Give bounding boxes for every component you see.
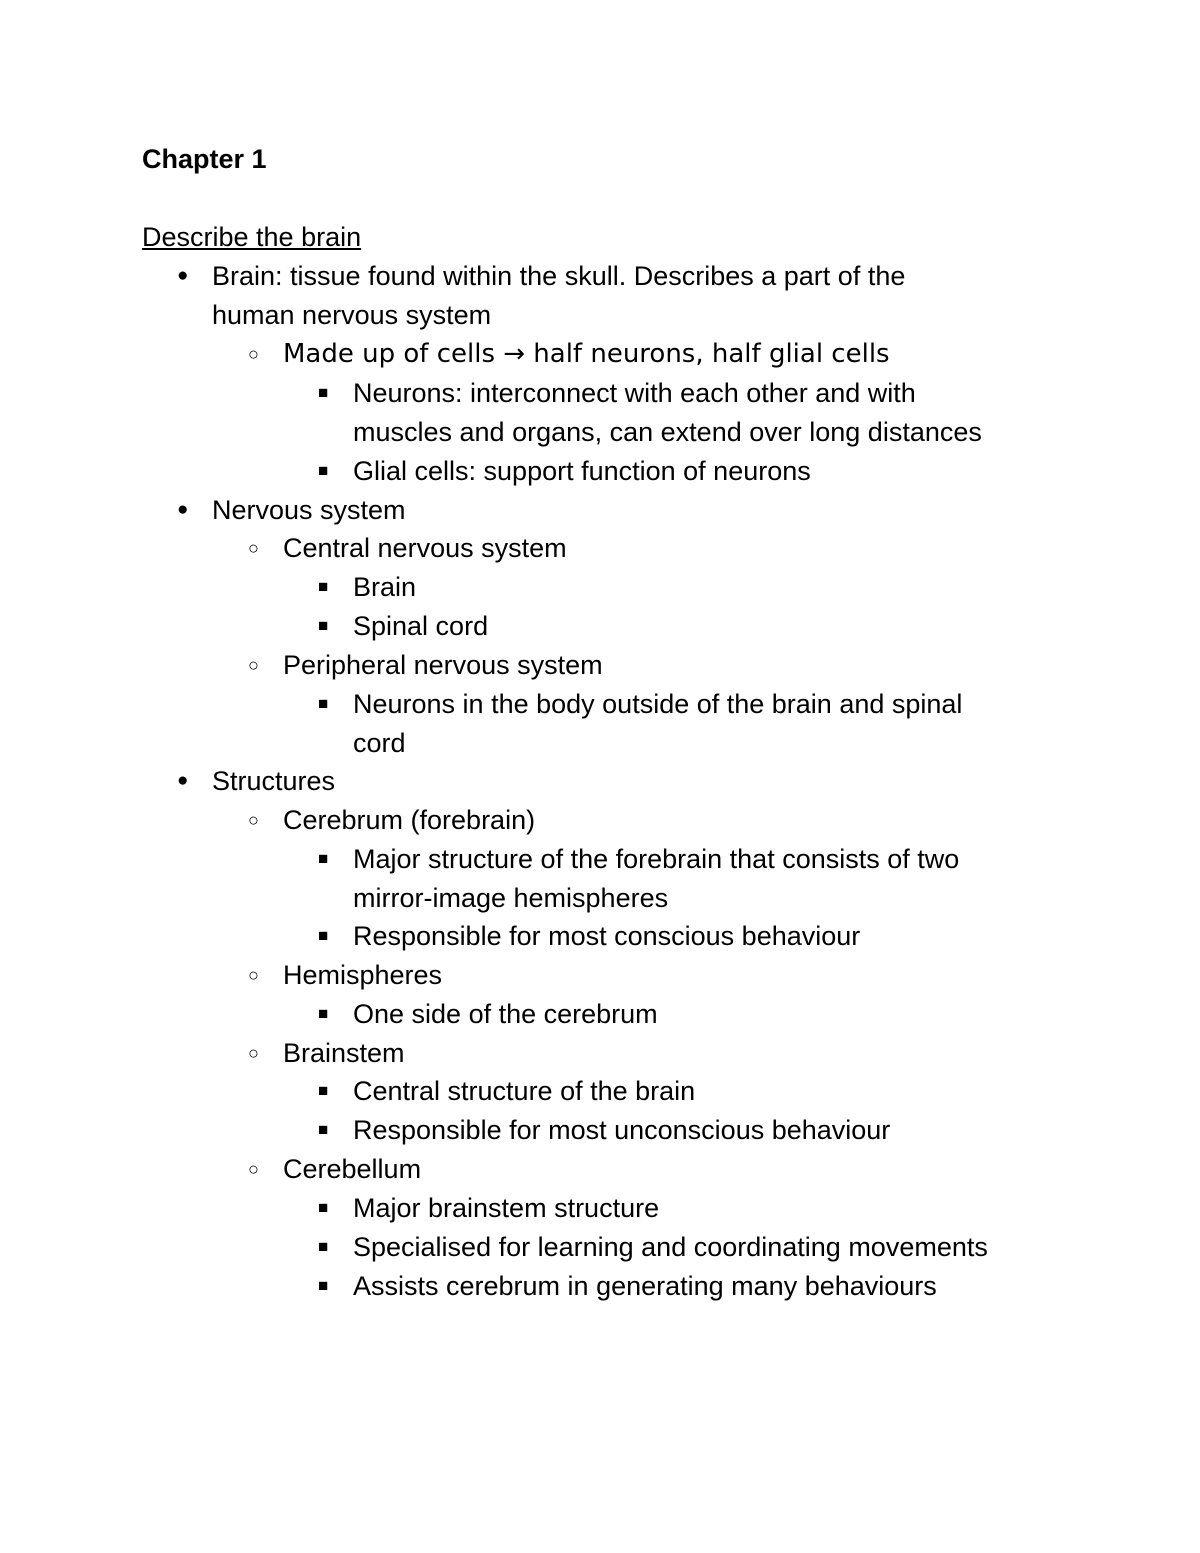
list-item-text: Structures	[212, 766, 336, 796]
bullet-level2-icon: ○	[248, 344, 259, 364]
list-item-text: Responsible for most conscious behaviour	[353, 921, 861, 951]
bullet-level3-icon: ■	[318, 383, 329, 402]
bullet-level3-icon: ■	[318, 694, 329, 713]
bullet-level3-icon: ■	[318, 1120, 329, 1139]
list-item-text: Neurons in the body outside of the brain and spinal	[353, 689, 963, 719]
bullet-level2-icon: ○	[248, 655, 259, 675]
bullet-level2-icon: ○	[248, 810, 259, 830]
bullet-level3-icon: ■	[318, 577, 329, 596]
list-item-text: Brainstem	[283, 1038, 405, 1068]
list-item-text: Hemispheres	[283, 960, 443, 990]
list-item-text: Glial cells: support function of neurons	[353, 456, 811, 486]
list-item-text: Cerebellum	[283, 1154, 422, 1184]
list-item-text: Major brainstem structure	[353, 1193, 660, 1223]
list-item-text: Major structure of the forebrain that consists of two	[353, 844, 960, 874]
bullet-level3-icon: ■	[318, 1276, 329, 1295]
list-item-text: Nervous system	[212, 495, 406, 525]
bullet-level2-icon: ○	[248, 1043, 259, 1063]
list-item-text: One side of the cerebrum	[353, 999, 658, 1029]
list-item-text: Assists cerebrum in generating many behaviours	[353, 1271, 937, 1301]
list-item-text: Spinal cord	[353, 611, 489, 641]
bullet-level1-icon: ●	[177, 499, 189, 520]
list-item-text: Specialised for learning and coordinating movements	[353, 1232, 988, 1262]
bullet-level3-icon: ■	[318, 926, 329, 945]
bullet-level3-icon: ■	[318, 616, 329, 635]
list-item-text: Central structure of the brain	[353, 1076, 696, 1106]
list-item-text: Neurons: interconnect with each other and with	[353, 378, 916, 408]
bullet-level3-icon: ■	[318, 1237, 329, 1256]
bullet-level3-icon: ■	[318, 849, 329, 868]
list-item-text-continued: cord	[353, 728, 406, 758]
section-heading: Describe the brain	[142, 222, 362, 252]
list-item-text: Brain	[353, 572, 417, 602]
bullet-level3-icon: ■	[318, 1004, 329, 1023]
list-item-text: Peripheral nervous system	[283, 650, 603, 680]
bullet-level3-icon: ■	[318, 461, 329, 480]
list-item-text: Central nervous system	[283, 533, 567, 563]
bullet-level1-icon: ●	[177, 770, 189, 791]
bullet-level2-icon: ○	[248, 538, 259, 558]
bullet-level2-icon: ○	[248, 965, 259, 985]
list-item-text: Brain: tissue found within the skull. Describes a part of the	[212, 261, 906, 291]
bullet-level3-icon: ■	[318, 1081, 329, 1100]
list-item-text: Responsible for most unconscious behaviour	[353, 1115, 891, 1145]
bullet-level3-icon: ■	[318, 1198, 329, 1217]
chapter-title: Chapter 1	[142, 144, 267, 174]
bullet-level2-icon: ○	[248, 1159, 259, 1179]
list-item-text-continued: mirror-image hemispheres	[353, 883, 669, 913]
list-item-text-continued: human nervous system	[212, 300, 492, 330]
list-item-text: Cerebrum (forebrain)	[283, 805, 536, 835]
list-item-text-continued: muscles and organs, can extend over long distances	[353, 417, 982, 447]
bullet-level1-icon: ●	[177, 265, 189, 286]
list-item-text: Made up of cells → half neurons, half glial cells	[283, 339, 890, 369]
